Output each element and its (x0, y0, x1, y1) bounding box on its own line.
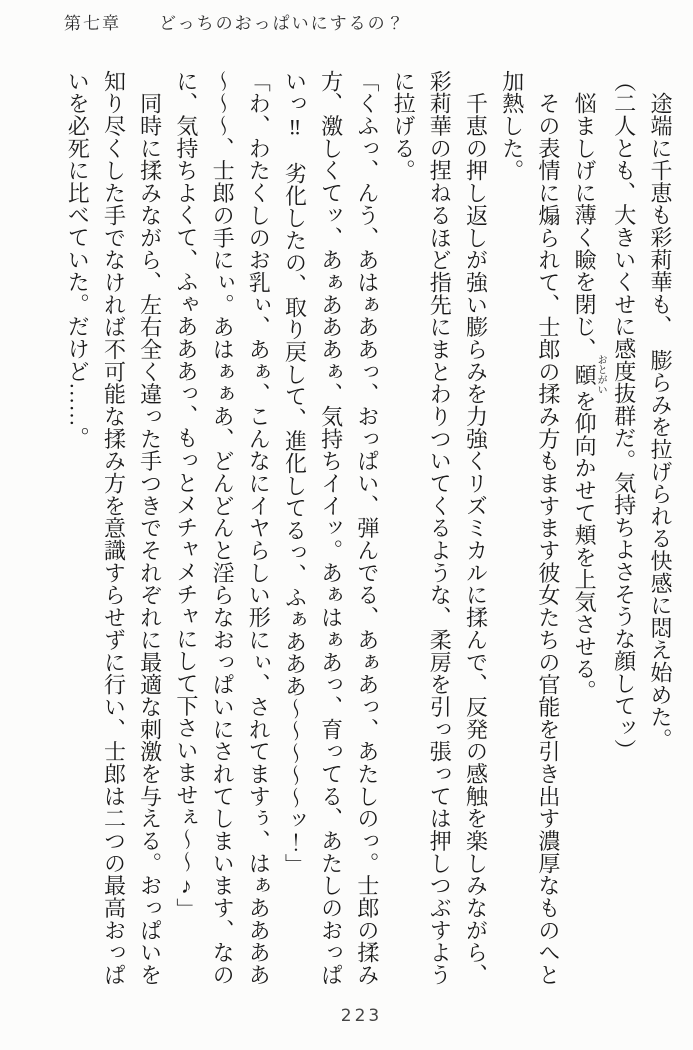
paragraph-3 (566, 70, 606, 986)
paragraph-4-text: その表情に煽られて、士郎の揉み方もますます彼女たちの官能を引き出す濃厚なものへと加熱した。 (499, 70, 561, 986)
paragraph-8-text: 同時に揉みながら、左右全く違った手つきでそれぞれに最適な刺激を与える。おっぱいを知り尽くした手でなければ不可能な揉み方を意識すらせずに行い、士郎は二つの最高おっぱいを必死に比べていた。だけど……。 (65, 70, 163, 986)
paragraph-2 (606, 70, 642, 986)
paragraph-8 (59, 70, 168, 986)
paragraph-6-text: 「くふっ、んう、あはぁああっ、おっぱい、弾んでる、あぁあっ、あたしのっ。士郎の揉み方、激しくてッ、あぁあああぁ、気持ちイイッ。あぁはぁあっ、育ってる、あたしのおっぱいっ‼ 劣化したの、取り戻して、進化してるっ、ふぁあああ～～～～～ッ！」 (282, 70, 380, 986)
paragraph-5 (385, 70, 494, 986)
paragraph-5-text: 千恵の押し返しが強い膨らみを力強くリズミカルに揉んで、反発の感触を楽しみながら、彩莉華の捏ねるほど指先にまとわりついてくるような、柔房を引っ張っては押しつぶすように拉げる。 (391, 70, 489, 986)
paragraph-7 (168, 70, 277, 986)
paragraph-2-text: （二人とも、大きいくせに感度抜群だ。気持ちよさそうな顔してッ） (611, 70, 637, 762)
paragraph-3-text-after: を仰向かせて頬を上気させる。 (572, 389, 598, 703)
vertical-text-block (60, 70, 678, 986)
paragraph-7-text: 「わ、わたくしのお乳ぃ、あぁ、こんなにイヤらしい形にぃ、されてますぅ、はぁああああ～～～、士郎の手にぃ。あはぁぁあ、どんどんと淫らなおっぱいにされてしまいます、なのに、気持ちよくて、ふゃあああっ、もっとメチャメチャにして下さいませぇ～～♪」 (173, 70, 272, 986)
ruby-furigana: おとがい (595, 354, 607, 395)
ruby-otogai (572, 354, 607, 395)
paragraph-4 (493, 70, 565, 986)
paragraph-3-text-before: 悩ましげに薄く瞼を閉じ、 (572, 70, 598, 360)
chapter-header: 第七章 どっちのおっぱいにするの？ (64, 14, 406, 33)
paragraph-1 (642, 70, 678, 986)
paragraph-1-text: 途端に千恵も彩莉華も、 膨らみを拉げられる快感に悶え始めた。 (648, 70, 673, 751)
paragraph-6 (276, 70, 385, 986)
page-number: 223 (340, 1006, 383, 1026)
ruby-base: 頤 (572, 354, 598, 395)
